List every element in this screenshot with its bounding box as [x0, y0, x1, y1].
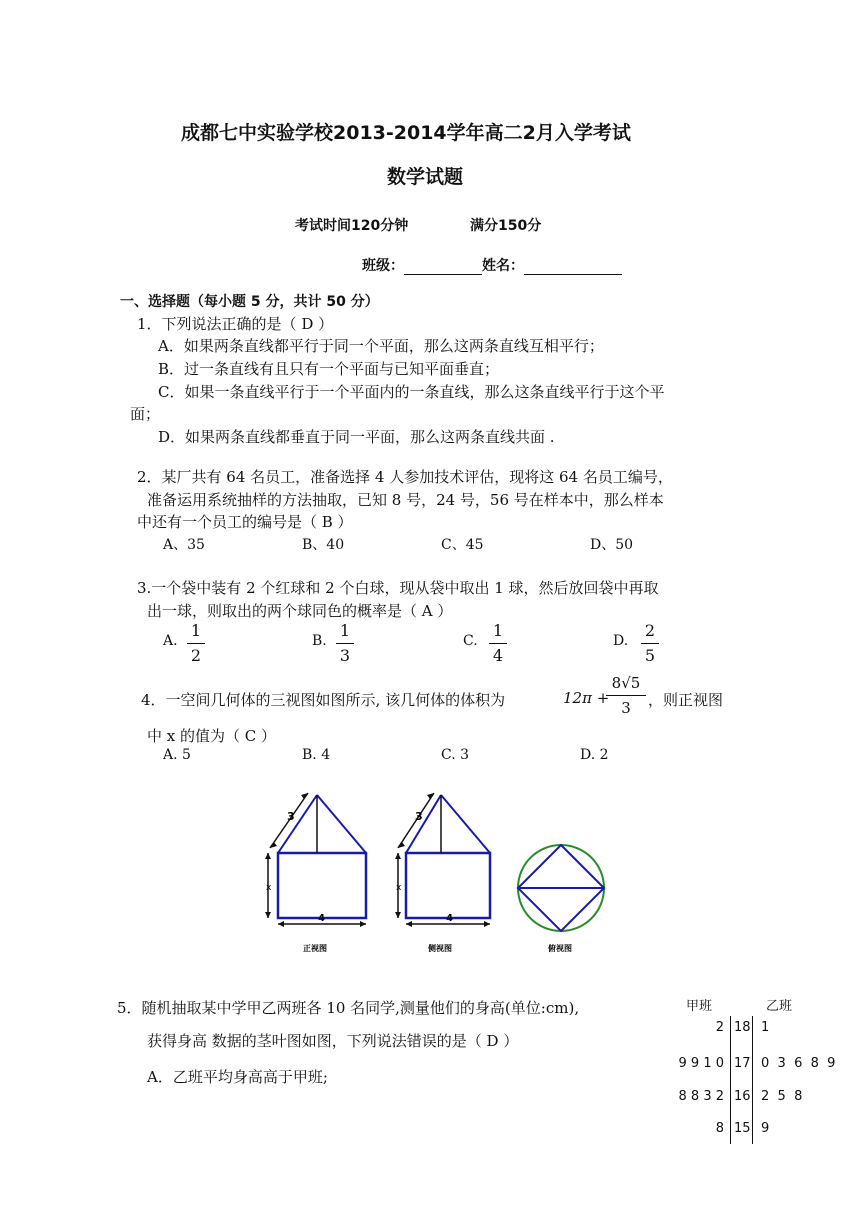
leaf-left-15: 8 — [715, 1121, 724, 1136]
q5-line2: 获得身高 数据的茎叶图如图，下列说法错误的是（ D ） — [147, 1032, 519, 1050]
q1-option-c: C．如果一条直线平行于一个平面内的一条直线，那么这条直线平行于这个平 — [158, 383, 665, 401]
class-name-line — [362, 255, 622, 275]
left-class-header: 甲班 — [686, 999, 713, 1014]
q4-option-c: C. 3 — [441, 747, 470, 763]
q2-option-b: B、40 — [302, 537, 345, 553]
stem-divider-right — [752, 1016, 753, 1144]
q3-option-a-denominator: 2 — [190, 646, 202, 665]
q3-option-b-fraction — [336, 620, 354, 667]
q2-option-c: C、45 — [441, 537, 484, 553]
exam-title: 成都七中实验学校2013-2014学年高二2月入学考试 — [181, 122, 631, 144]
name-label: 姓名： — [482, 258, 524, 274]
exam-subtitle: 数学试题 — [387, 166, 464, 188]
stem-18: 18 — [734, 1020, 751, 1035]
q4-volume-int: 12π + — [563, 689, 610, 707]
name-blank[interactable] — [524, 260, 622, 275]
front-side-label: 3 — [287, 810, 295, 823]
q3-option-d-numerator: 2 — [644, 621, 656, 640]
q4-volume-denominator: 3 — [621, 699, 631, 717]
q4-line1-post: ，则正视图 — [648, 691, 724, 709]
stem-divider-left — [730, 1016, 731, 1144]
q3-option-a-fraction — [187, 620, 205, 667]
stem-15: 15 — [734, 1121, 751, 1136]
q3-option-d-denominator: 5 — [644, 646, 656, 665]
stem-17: 17 — [734, 1056, 751, 1071]
leaf-right-15: 9 — [761, 1121, 770, 1136]
q3-option-b-numerator: 1 — [339, 621, 351, 640]
leaf-right-17: 0 3 6 8 9 — [761, 1056, 836, 1071]
q4-line2: 中 x 的值为（ C ） — [147, 727, 277, 745]
side-base-label: 4 — [446, 913, 453, 924]
three-view-figure — [258, 790, 618, 960]
q2-option-d: D、50 — [590, 537, 634, 553]
stem-16: 16 — [734, 1089, 751, 1104]
q5-line1: 5．随机抽取某中学甲乙两班各 10 名同学,测量他们的身高(单位:cm), — [117, 999, 580, 1017]
q1-stem: 1．下列说法正确的是（ D ） — [137, 315, 334, 333]
leaf-right-16: 2 5 8 — [761, 1089, 803, 1104]
top-view-label: 俯视图 — [548, 944, 572, 953]
front-base-label: 4 — [318, 913, 325, 924]
q3-option-c-fraction — [489, 620, 507, 667]
q4-option-b: B. 4 — [302, 747, 331, 763]
q3-option-b-denominator: 3 — [339, 646, 351, 665]
q4-option-a: A. 5 — [163, 747, 191, 763]
leaf-left-17: 9 9 1 0 — [678, 1056, 724, 1071]
q3-option-d-fraction — [641, 620, 659, 667]
full-score: 满分150分 — [470, 218, 542, 234]
side-view-label: 侧视图 — [428, 944, 452, 953]
q2-line2: 准备运用系统抽样的方法抽取，已知 8 号，24 号，56 号在样本中，那么样本 — [147, 491, 664, 509]
q5-option-a: A．乙班平均身高高于甲班; — [147, 1068, 328, 1086]
q3-line2: 出一球，则取出的两个球同色的概率是（ A ） — [147, 602, 453, 620]
q2-line3: 中还有一个员工的编号是（ B ） — [137, 513, 353, 531]
leaf-left-18: 2 — [715, 1020, 724, 1035]
q2-option-a: A、35 — [163, 537, 205, 553]
q3-option-b-label: B. — [312, 633, 327, 649]
front-view-label: 正视图 — [303, 944, 327, 953]
q3-line1: 3.一个袋中装有 2 个红球和 2 个白球，现从袋中取出 1 球，然后放回袋中再取 — [137, 579, 659, 597]
q4-line1-pre: 4．一空间几何体的三视图如图所示, 该几何体的体积为 — [141, 691, 506, 709]
q3-option-c-numerator: 1 — [492, 621, 504, 640]
q3-option-c-denominator: 4 — [492, 646, 504, 665]
side-side-label: 3 — [415, 810, 423, 823]
front-height-label: x — [266, 883, 272, 893]
side-view — [395, 793, 490, 953]
q1-option-c-cont: 面； — [130, 405, 161, 423]
q1-option-d: D．如果两条直线都垂直于同一平面，那么这两条直线共面 . — [158, 428, 555, 446]
q3-option-c-label: C. — [463, 633, 478, 649]
q2-line1: 2．某厂共有 64 名员工，准备选择 4 人参加技术评估，现将这 64 名员工编号， — [137, 468, 673, 486]
section-heading: 一、选择题（每小题 5 分，共计 50 分） — [120, 294, 379, 310]
exam-time: 考试时间120分钟 — [295, 218, 409, 234]
q3-option-d-label: D. — [613, 633, 629, 649]
leaf-right-18: 1 — [761, 1020, 770, 1035]
q1-option-b: B．过一条直线有且只有一个平面与已知平面垂直； — [158, 360, 500, 378]
q4-volume-fraction — [606, 672, 646, 719]
q3-option-a-numerator: 1 — [190, 621, 202, 640]
class-blank[interactable] — [404, 260, 482, 275]
front-view — [265, 793, 366, 953]
q4-volume-numerator: 8√5 — [611, 674, 641, 692]
leaf-left-16: 8 8 3 2 — [678, 1089, 724, 1104]
q1-option-a: A．如果两条直线都平行于同一个平面，那么这两条直线互相平行； — [158, 337, 604, 355]
q3-option-a-label: A. — [163, 633, 178, 649]
right-class-header: 乙班 — [766, 999, 793, 1014]
side-height-label: x — [396, 883, 402, 893]
top-view — [518, 845, 604, 953]
q4-option-d: D. 2 — [580, 747, 609, 763]
class-label: 班级： — [362, 258, 404, 274]
